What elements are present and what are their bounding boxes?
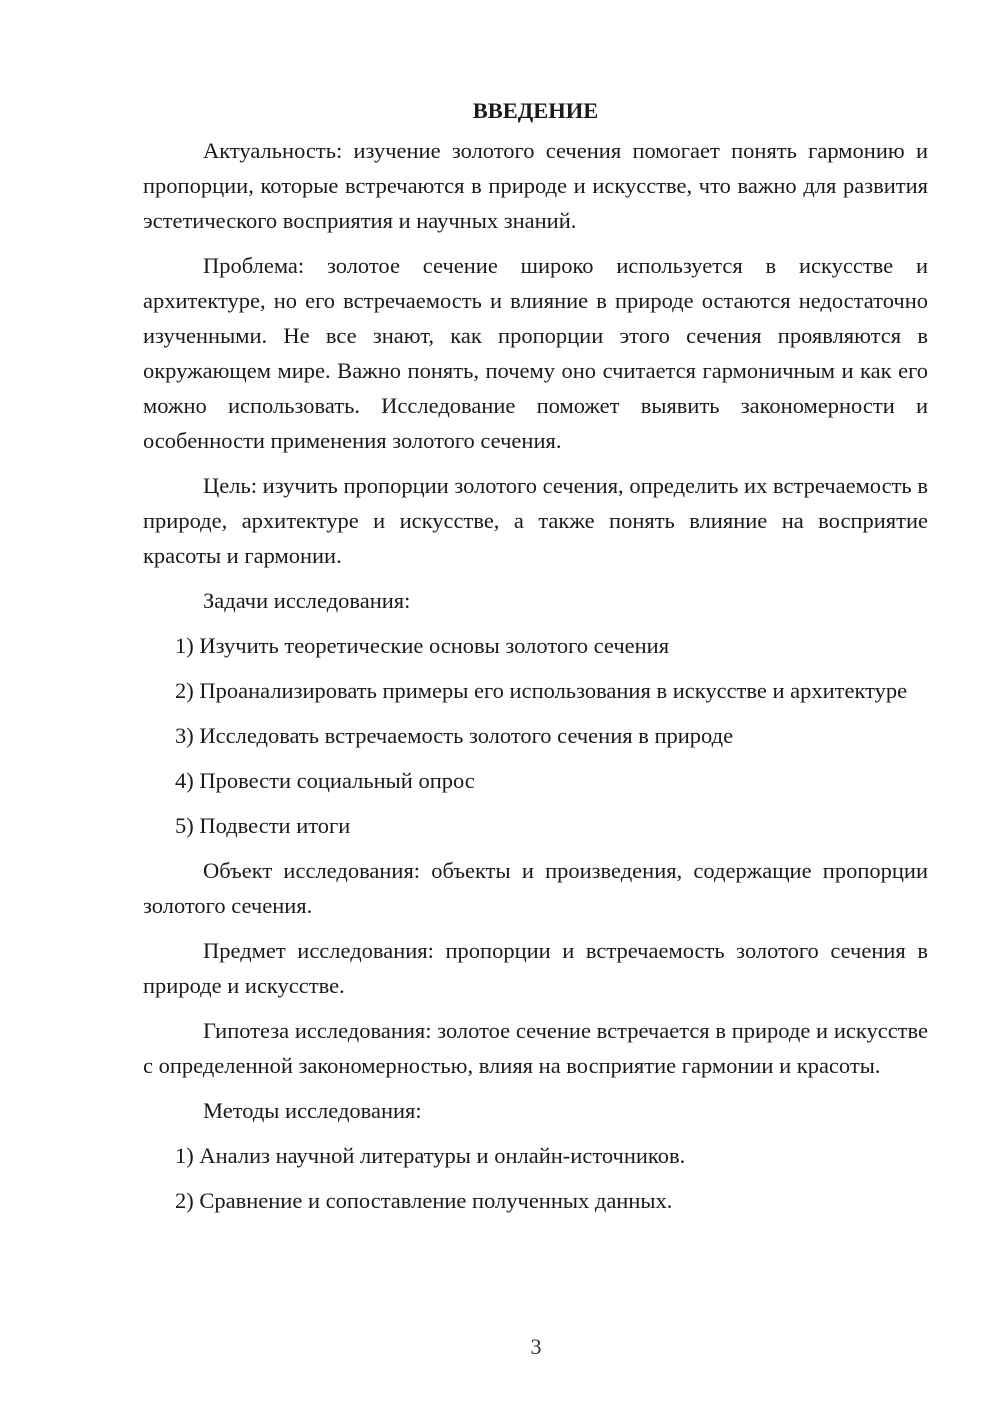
hypothesis-paragraph: Гипотеза исследования: золотое сечение встречается в природе и искусстве с определенной закономерностью, влияя на восприятие гармонии и красоты. bbox=[143, 1018, 928, 1078]
page-number: 3 bbox=[530, 1334, 542, 1359]
task-item: 1) Изучить теоретические основы золотого сечения bbox=[175, 633, 670, 658]
task-item: 3) Исследовать встречаемость золотого сечения в природе bbox=[175, 723, 734, 748]
subject-paragraph: Предмет исследования: пропорции и встречаемость золотого сечения в природе и искусстве. bbox=[143, 938, 928, 998]
method-item: 1) Анализ научной литературы и онлайн-источников. bbox=[175, 1143, 686, 1168]
goal-paragraph: Цель: изучить пропорции золотого сечения, определить их встречаемость в природе, архитектуре и искусстве, а также понять влияние на восприятие красоты и гармонии. bbox=[143, 473, 928, 568]
methods-heading: Методы исследования: bbox=[203, 1098, 422, 1123]
task-item: 4) Провести социальный опрос bbox=[175, 768, 475, 793]
tasks-heading: Задачи исследования: bbox=[203, 588, 411, 613]
page-title: ВВЕДЕНИЕ bbox=[472, 98, 599, 123]
task-item: 2) Проанализировать примеры его использования в искусстве и архитектуре bbox=[175, 678, 908, 703]
task-item: 5) Подвести итоги bbox=[175, 813, 351, 838]
object-paragraph: Объект исследования: объекты и произведения, содержащие пропорции золотого сечения. bbox=[143, 858, 928, 918]
method-item: 2) Сравнение и сопоставление полученных данных. bbox=[175, 1188, 673, 1213]
relevance-paragraph: Актуальность: изучение золотого сечения помогает понять гармонию и пропорции, которые встречаются в природе и искусстве, что важно для развития эстетического восприятия и научных знаний. bbox=[143, 138, 928, 233]
problem-paragraph: Проблема: золотое сечение широко используется в искусстве и архитектуре, но его встречаемость и влияние в природе остаются недостаточно изученными. Не все знают, как пропорции этого сечения проявляются в окружающем мире. Важно понять, почему оно считается гармоничным и как его можно использовать. Исследование поможет выявить закономерности и особенности применения золотого сечения. bbox=[143, 253, 928, 453]
page-content bbox=[143, 93, 928, 1228]
